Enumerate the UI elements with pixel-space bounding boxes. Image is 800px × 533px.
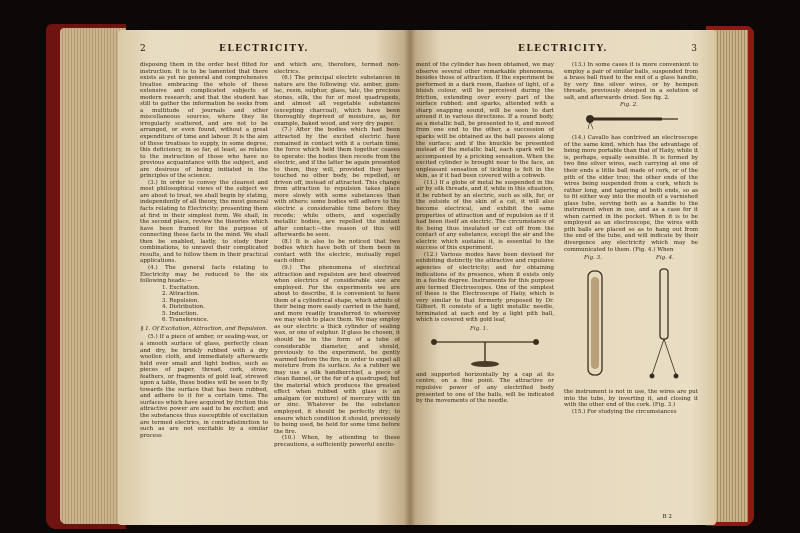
right-page-column-2 bbox=[564, 62, 698, 517]
paragraph-5: (5.) If a piece of amber, or sealing-wax, or a smooth surface of glass, perfectly clean and dry, be briskly rubbed with a dry woollen cloth, and immediately afterwards held over small and light bodies, such as pieces of paper, thread, cork, straw, feathers, or fragments of gold leaf, strewed upon a table, these bodies will be seen to fly towards the surface that has been rubbed, and adhere to it for a certain time. The surfaces which have acquired by friction this attractive power are said to be excited; and the substances thus susceptible of excitation are termed electrics, in contradistinction to such as are not excitable by a similar process bbox=[140, 334, 268, 439]
paragraph-7: (7.) After the bodies which had been attracted by the excited electric have remained in contact with it a certain time, the force which held them together ceases to operate: the bodies then recede from the electric, and if the latter be again presented to them, they will, provided they have touched no other body, be repelled, or driven off, instead of attracted. This change from attraction to repulsion takes place more slowly with some substances than with others: some bodies will adhere to the electric a considerable time before they recede; while others, and especially metallic bodies, are repelled the instant after contact:—the reason of this will afterwards be seen. bbox=[274, 127, 400, 239]
paragraph-6: (6.) The principal electric substances in nature are the following: viz. amber, gum-lac, resin, sulphur, glass, talc, the precious stones, silk, the fur of most quadrupeds, and almost all vegetable substances (excepting charcoal), which have been thoroughly deprived of moisture, as, for example, baked wood, and very dry paper. bbox=[274, 75, 400, 127]
paragraph: and which are, therefore, termed non-electrics. bbox=[274, 62, 400, 75]
electroscope-needle-illustration bbox=[426, 332, 544, 370]
list-item: 2. Attraction. bbox=[162, 291, 200, 298]
paragraph: ment of the cylinder has been obtained, we may observe several other remarkable phenomena, besides those of attraction. If the experiment be performed in a dark room, flashes of light, of a bluish colour, will be perceived during the friction, extending over every part of the surface rubbed; and sparks, attended with a sharp snapping sound, will be seen to dart around it in various directions. If a round body, as a metallic ball, be presented to it, and moved from one end to the other, a succession of sparks will be obtained as the ball passes along the surface; and if the knuckle be presented instead of the metallic ball, each spark will be accompanied by a pricking sensation. When the excited cylinder is brought near to the face, an unpleasant sensation of tickling is felt in the skin, as if it had been covered with a cobweb. bbox=[416, 62, 554, 180]
list-item: 5. Induction. bbox=[162, 310, 199, 317]
paragraph-8: (8.) It is also to be noticed that two bodies which have both of them been in contact with the electric, mutually repel each other. bbox=[274, 238, 400, 265]
running-head: ELECTRICITY. bbox=[218, 44, 310, 54]
figure-2-label: Fig. 2. bbox=[620, 102, 638, 109]
left-page-column-2 bbox=[274, 62, 400, 517]
paragraph-14: (14.) Cavallo has contrived an electroscope of the same kind, which has the advantage of being more portable than that of Haüy, while it is, perhaps, equally sensible. It is formed by two fine silver wires, each carrying at one of their ends a little ball made of cork, or of the pith of the elder tree; the other ends of the wires being suspended from a cork, which is rather long, and tapering at both ends, so as to fit either way into the mouth of a varnished glass tube, serving both as a handle to the instrument when in use, and as a case for it when carried in the pocket. When it is to be employed as an electroscope, the wires with pith balls are placed so as to hang out from the end of the tube, and will indicate by their divergence any electricity which may be communicated to them. (Fig. 4.) When bbox=[564, 135, 698, 253]
left-page-column-1 bbox=[140, 62, 268, 517]
page-number: 2 bbox=[140, 44, 147, 54]
paragraph-12: (12.) Various modes have been devised for exhibiting distinctly the attractive and repulsive agencies of electricity; and for obtaining indications of its presence, when it exists only in a feeble degree. Instruments for this purpose are termed Electroscopes. One of the simplest of these is the Electroscope of Haüy, which is very similar to that formerly proposed by Dr. Gilbert. It consists of a light metallic needle, terminated at each end by a light pith ball, which is covered with gold leaf, bbox=[416, 251, 554, 324]
figure-3-4-block bbox=[564, 253, 698, 389]
figure-4-label: Fig. 4. bbox=[656, 255, 674, 262]
figure-1-block bbox=[416, 324, 554, 372]
list-item: 4. Distribution. bbox=[162, 304, 205, 311]
cavallo-electroscope-illustration bbox=[578, 263, 688, 387]
paragraph-9: (9.) The phenomena of electrical attraction and repulsion are best observed when electrics of considerable size are employed. For the experiments we are about to describe, it is convenient to have them of a cylindrical shape, which admits of their being more easily carried in the hand, and more readily transferred to wherever we may wish to place them. We may employ as our electric a thick cylinder of sealing wax, or one of sulphur. If glass be chosen, it should be in the form of a tube of considerable diameter, and should, previously to the experiment, be gently warmed before the fire, in order to expel all moisture from its surface. As a rubber we may use a silk handkerchief, a piece of clean flannel, or the fur of a quadruped; but the material which produces the greatest effect when rubbed with glass is an amalgam (or mixture) of mercury with tin or zinc. Whatever be the substance employed, it should be perfectly dry; to ensure which condition it should, previously to being used, be held for some time before the fire. bbox=[274, 264, 400, 435]
figure-2-block bbox=[564, 101, 698, 135]
section-heading: § 1. Of Excitation, Attraction, and Repulsion. bbox=[140, 325, 268, 332]
paragraph: disposing them in the order best fitted for instruction. It is to be lamented that there exists as yet no general and comprehensive treatise embracing the whole of these extensive and complicated subjects of modern research; and that the student has still to gather the information he seeks from a multitude of journals and other miscellaneous sources, where they lie irregularly scattered, and are not to be arranged, or even found, without a great expenditure of time and labour. It is the aim of these treatises to supply, in some degree, this deficiency, in so far, at least, as relates to the instruction of those who have no previous acquaintance with the subject, and are desirous of being initiated in the principles of the science. bbox=[140, 62, 268, 180]
book-gutter bbox=[404, 30, 416, 525]
paragraph-11: (11.) If a globe of metal be suspended in the air by silk threads, and if, while in this situation, it be rubbed by an electric, such as silk, fur, or the outside of the skin of a cat, it will also become electrical, and exhibit the same properties of attraction and of repulsion as if it had been itself an electric. The circumstance of its being thus insulated or cut off from the contact of any substance, except the air and the electric which sustains it, is essential to the success of this experiment. bbox=[416, 179, 554, 252]
right-page bbox=[410, 30, 716, 525]
signature-mark: B 2 bbox=[662, 514, 672, 520]
paragraph-4: (4.) The general facts relating to Electricity may be reduced to the six following heads:— bbox=[140, 264, 268, 285]
paragraph-15: (15.) For studying the circumstances bbox=[572, 408, 677, 415]
figure-3-label: Fig. 3. bbox=[584, 255, 602, 262]
list-item: 6. Transference. bbox=[162, 317, 209, 324]
paragraph: and supported horizontally by a cap at its centre, on a fine point. The attractive or repulsive power of any electrified body presented to one of the balls, will be indicated by the movements of the needle. bbox=[416, 371, 554, 405]
right-page-column-1 bbox=[416, 62, 554, 517]
paragraph-13: (13.) In some cases it is more convenient to employ a pair of similar balls, suspended from a brass ball fixed to the end of a glass handle, by very fine silver wires, or by hempen threads, previously steeped in a solution of salt, and afterwards dried. See fig. 2. bbox=[564, 62, 698, 101]
running-head: ELECTRICITY. bbox=[517, 44, 609, 54]
figure-1-label: Fig. 1. bbox=[470, 325, 488, 332]
paragraph-10: (10.) When, by attending to these precautions, a sufficiently powerful excite- bbox=[274, 435, 400, 448]
paragraph-3: (3.) In order to convey the clearest and most philosophical views of the subject we are about to treat, we shall begin by stating, independently of all theory, the most general facts relating to Electricity; presenting them at first in their simplest form. We shall, in the second place, review the theories which have been framed for the purpose of connecting these facts in the mind. We shall then be enabled, lastly, to study their combinations, to unravel their complicated results, and to follow them in their practical applications. bbox=[140, 179, 268, 265]
left-page bbox=[118, 30, 410, 525]
paragraph: the instrument is not in use, the wires are put into the tube, by inverting it, and closing it with the other end of the cork. (Fig. 3.) bbox=[564, 389, 698, 409]
brass-ball-handle-illustration bbox=[582, 109, 682, 131]
page-edges-right bbox=[712, 30, 748, 522]
page-number: 3 bbox=[691, 44, 698, 54]
list-item: 3. Repulsion. bbox=[162, 297, 200, 304]
page-edges-left bbox=[60, 28, 126, 524]
list-item: 1. Excitation. bbox=[162, 284, 200, 291]
